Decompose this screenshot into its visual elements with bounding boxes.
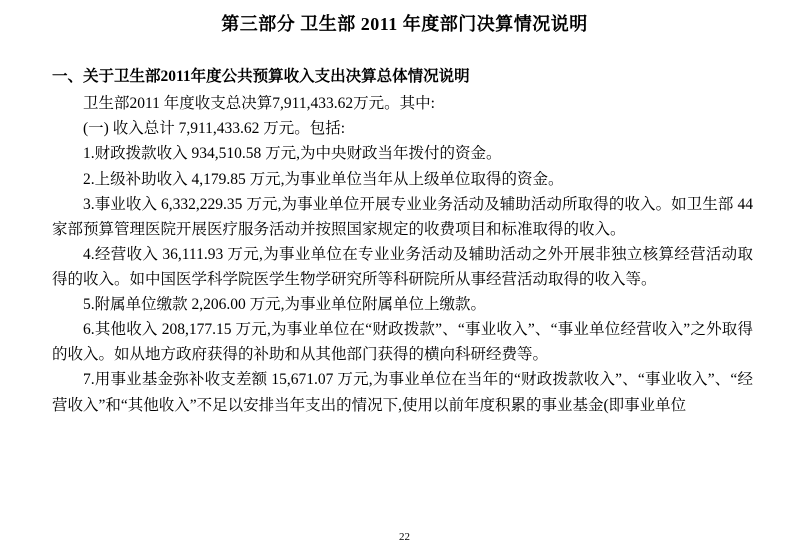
paragraph-item-6-other-income: 6.其他收入 208,177.15 万元,为事业单位在“财政拨款”、“事业收入”、“事业单位经营收入”之外取得的收入。如从地方政府获得的补助和从其他部门获得的横向科研经费等。: [52, 321, 753, 364]
paragraph-income-total: (一) 收入总计 7,911,433.62 万元。包括:: [83, 120, 346, 138]
page-number: 22: [399, 531, 410, 543]
paragraph-item-2-superior-subsidy: 2.上级补助收入 4,179.85 万元,为事业单位当年从上级单位取得的资金。: [83, 170, 564, 188]
paragraph-item-3-operating-institution-income: 3.事业收入 6,332,229.35 万元,为事业单位开展专业业务活动及辅助活动所取得的收入。如卫生部 44 家部预算管理医院开展医疗服务活动并按照国家规定的收费项目和标准取得的收入。: [52, 195, 753, 238]
section-heading: 一、关于卫生部2011年度公共预算收入支出决算总体情况说明: [52, 68, 470, 86]
document-page: [0, 12, 809, 551]
paragraph-item-1-fiscal-appropriation: 1.财政拨款收入 934,510.58 万元,为中央财政当年拨付的资金。: [83, 145, 502, 163]
page-title: 第三部分 卫生部 2011 年度部门决算情况说明: [221, 14, 588, 34]
paragraph-item-7-fund-balance: 7.用事业基金弥补收支差额 15,671.07 万元,为事业单位在当年的“财政拨款收入”、“事业收入”、“经营收入”和“其他收入”不足以安排当年支出的情况下,使用以前年度积累的事业基金(即事业单位: [52, 371, 753, 414]
document-body: [0, 65, 809, 417]
paragraph-total-settlement: 卫生部2011 年度收支总决算7,911,433.62万元。其中:: [83, 95, 435, 113]
paragraph-item-4-business-income: 4.经营收入 36,111.93 万元,为事业单位在专业业务活动及辅助活动之外开展非独立核算经营活动取得的收入。如中国医学科学院医学生物学研究所等科研院所从事经营活动取得的收入等。: [52, 245, 753, 288]
paragraph-item-5-affiliated-unit-payment: 5.附属单位缴款 2,206.00 万元,为事业单位附属单位上缴款。: [83, 296, 487, 314]
